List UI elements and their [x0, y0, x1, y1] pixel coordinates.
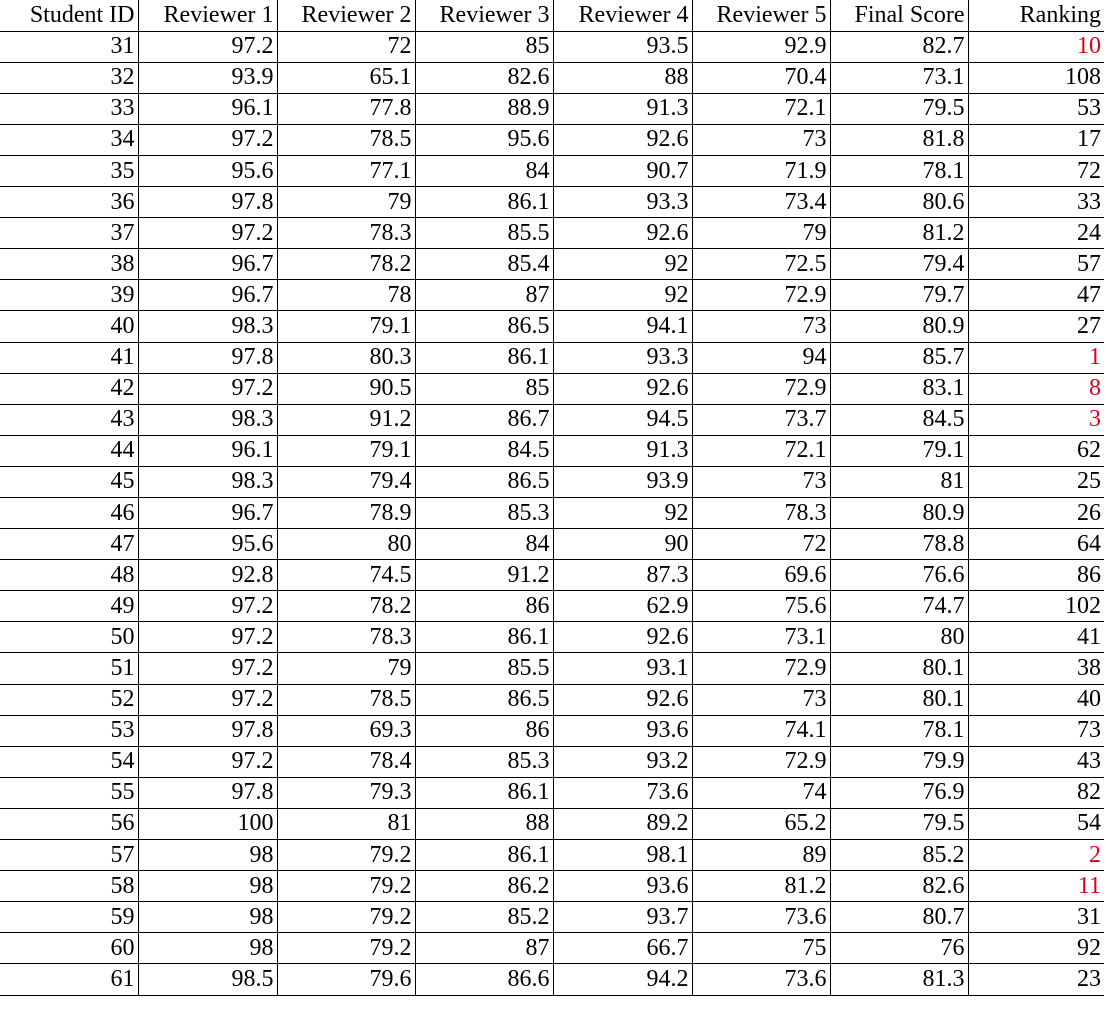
reviewer-1-cell: 95.6 [138, 155, 277, 186]
reviewer-5-cell: 73.6 [692, 902, 830, 933]
reviewer-3-cell: 91.2 [415, 560, 553, 591]
table-row [0, 311, 1104, 342]
reviewer-1-cell: 93.9 [138, 62, 277, 93]
reviewer-4-cell: 92.6 [553, 622, 692, 653]
reviewer-2-cell: 90.5 [277, 373, 415, 404]
reviewer-2-cell: 74.5 [277, 560, 415, 591]
ranking-cell: 17 [968, 124, 1104, 155]
table-row [0, 715, 1104, 746]
reviewer-3-cell: 85.3 [415, 498, 553, 529]
reviewer-5-cell: 71.9 [692, 155, 830, 186]
reviewer-5-cell: 78.3 [692, 498, 830, 529]
table-row [0, 653, 1104, 684]
reviewer-4-cell: 93.9 [553, 466, 692, 497]
reviewer-5-cell: 72.1 [692, 435, 830, 466]
reviewer-2-cell: 79.1 [277, 311, 415, 342]
final-score-cell: 80.7 [830, 902, 968, 933]
student-id-cell: 31 [0, 31, 138, 62]
final-score-cell: 73.1 [830, 62, 968, 93]
reviewer-1-cell: 97.8 [138, 342, 277, 373]
reviewer-1-cell: 97.2 [138, 591, 277, 622]
student-id-cell: 43 [0, 404, 138, 435]
reviewer-1-cell: 97.2 [138, 746, 277, 777]
ranking-cell: 26 [968, 498, 1104, 529]
reviewer-5-cell: 73 [692, 466, 830, 497]
ranking-cell: 33 [968, 187, 1104, 218]
header-ranking: Ranking [968, 0, 1104, 31]
table-row [0, 187, 1104, 218]
reviewer-2-cell: 78.4 [277, 746, 415, 777]
table-row [0, 124, 1104, 155]
final-score-cell: 81.8 [830, 124, 968, 155]
final-score-cell: 79.9 [830, 746, 968, 777]
ranking-cell: 102 [968, 591, 1104, 622]
reviewer-1-cell: 98.5 [138, 964, 277, 995]
student-id-cell: 38 [0, 249, 138, 280]
student-id-cell: 52 [0, 684, 138, 715]
reviewer-5-cell: 81.2 [692, 871, 830, 902]
student-id-cell: 47 [0, 529, 138, 560]
reviewer-3-cell: 85 [415, 373, 553, 404]
reviewer-2-cell: 79.3 [277, 777, 415, 808]
final-score-cell: 80 [830, 622, 968, 653]
reviewer-5-cell: 73 [692, 124, 830, 155]
ranking-cell: 27 [968, 311, 1104, 342]
reviewer-2-cell: 81 [277, 808, 415, 839]
reviewer-5-cell: 72.1 [692, 93, 830, 124]
reviewer-1-cell: 100 [138, 808, 277, 839]
reviewer-1-cell: 98 [138, 871, 277, 902]
reviewer-2-cell: 80 [277, 529, 415, 560]
final-score-cell: 83.1 [830, 373, 968, 404]
reviewer-5-cell: 70.4 [692, 62, 830, 93]
reviewer-5-cell: 72.9 [692, 373, 830, 404]
header-row [0, 0, 1104, 31]
reviewer-3-cell: 85 [415, 31, 553, 62]
final-score-cell: 81 [830, 466, 968, 497]
reviewer-5-cell: 74 [692, 777, 830, 808]
ranking-cell: 43 [968, 746, 1104, 777]
table-row [0, 62, 1104, 93]
reviewer-2-cell: 79.2 [277, 933, 415, 964]
student-id-cell: 59 [0, 902, 138, 933]
reviewer-1-cell: 97.8 [138, 777, 277, 808]
reviewer-4-cell: 90.7 [553, 155, 692, 186]
final-score-cell: 79.4 [830, 249, 968, 280]
reviewer-3-cell: 85.3 [415, 746, 553, 777]
reviewer-1-cell: 98 [138, 840, 277, 871]
ranking-cell: 82 [968, 777, 1104, 808]
reviewer-2-cell: 78.2 [277, 591, 415, 622]
reviewer-5-cell: 72.5 [692, 249, 830, 280]
reviewer-2-cell: 79.2 [277, 871, 415, 902]
reviewer-1-cell: 97.2 [138, 218, 277, 249]
reviewer-5-cell: 79 [692, 218, 830, 249]
final-score-cell: 76.6 [830, 560, 968, 591]
final-score-cell: 78.1 [830, 715, 968, 746]
reviewer-3-cell: 86.1 [415, 777, 553, 808]
reviewer-1-cell: 98.3 [138, 311, 277, 342]
final-score-cell: 80.9 [830, 311, 968, 342]
reviewer-3-cell: 86.1 [415, 840, 553, 871]
reviewer-4-cell: 92.6 [553, 218, 692, 249]
ranking-cell: 1 [968, 342, 1104, 373]
reviewer-2-cell: 79 [277, 653, 415, 684]
reviewer-3-cell: 86.5 [415, 311, 553, 342]
reviewer-2-cell: 79.1 [277, 435, 415, 466]
reviewer-5-cell: 73 [692, 311, 830, 342]
reviewer-3-cell: 84 [415, 155, 553, 186]
student-id-cell: 56 [0, 808, 138, 839]
reviewer-5-cell: 75.6 [692, 591, 830, 622]
student-id-cell: 44 [0, 435, 138, 466]
table-row [0, 155, 1104, 186]
table-row [0, 404, 1104, 435]
reviewer-1-cell: 95.6 [138, 529, 277, 560]
header-reviewer-2: Reviewer 2 [277, 0, 415, 31]
table-row [0, 342, 1104, 373]
final-score-cell: 79.5 [830, 808, 968, 839]
reviewer-3-cell: 95.6 [415, 124, 553, 155]
final-score-cell: 78.8 [830, 529, 968, 560]
reviewer-4-cell: 92.6 [553, 124, 692, 155]
student-id-cell: 60 [0, 933, 138, 964]
table-row [0, 373, 1104, 404]
reviewer-2-cell: 91.2 [277, 404, 415, 435]
student-id-cell: 50 [0, 622, 138, 653]
student-id-cell: 54 [0, 746, 138, 777]
final-score-cell: 74.7 [830, 591, 968, 622]
reviewer-1-cell: 97.8 [138, 715, 277, 746]
final-score-cell: 81.2 [830, 218, 968, 249]
ranking-cell: 54 [968, 808, 1104, 839]
reviewer-4-cell: 92 [553, 280, 692, 311]
ranking-cell: 24 [968, 218, 1104, 249]
reviewer-1-cell: 98.3 [138, 466, 277, 497]
ranking-cell: 64 [968, 529, 1104, 560]
reviewer-1-cell: 97.2 [138, 31, 277, 62]
table-row [0, 280, 1104, 311]
reviewer-2-cell: 79.2 [277, 840, 415, 871]
reviewer-4-cell: 93.3 [553, 187, 692, 218]
reviewer-3-cell: 86.1 [415, 342, 553, 373]
reviewer-1-cell: 96.1 [138, 435, 277, 466]
reviewer-5-cell: 75 [692, 933, 830, 964]
table-row [0, 466, 1104, 497]
final-score-cell: 80.1 [830, 653, 968, 684]
reviewer-4-cell: 91.3 [553, 435, 692, 466]
reviewer-3-cell: 85.5 [415, 653, 553, 684]
student-id-cell: 61 [0, 964, 138, 995]
reviewer-3-cell: 85.5 [415, 218, 553, 249]
reviewer-1-cell: 97.2 [138, 622, 277, 653]
student-id-cell: 32 [0, 62, 138, 93]
reviewer-2-cell: 77.8 [277, 93, 415, 124]
final-score-cell: 80.9 [830, 498, 968, 529]
reviewer-5-cell: 72.9 [692, 653, 830, 684]
reviewer-1-cell: 98 [138, 902, 277, 933]
final-score-cell: 80.1 [830, 684, 968, 715]
ranking-cell: 23 [968, 964, 1104, 995]
reviewer-2-cell: 69.3 [277, 715, 415, 746]
reviewer-3-cell: 86.2 [415, 871, 553, 902]
ranking-cell: 25 [968, 466, 1104, 497]
reviewer-5-cell: 73.1 [692, 622, 830, 653]
ranking-cell: 53 [968, 93, 1104, 124]
reviewer-3-cell: 86 [415, 591, 553, 622]
reviewer-5-cell: 72 [692, 529, 830, 560]
final-score-cell: 82.6 [830, 871, 968, 902]
ranking-cell: 72 [968, 155, 1104, 186]
reviewer-4-cell: 66.7 [553, 933, 692, 964]
reviewer-2-cell: 72 [277, 31, 415, 62]
table-row [0, 498, 1104, 529]
table-row [0, 808, 1104, 839]
reviewer-5-cell: 73.7 [692, 404, 830, 435]
student-id-cell: 39 [0, 280, 138, 311]
ranking-cell: 47 [968, 280, 1104, 311]
table-row [0, 591, 1104, 622]
ranking-cell: 62 [968, 435, 1104, 466]
reviewer-2-cell: 79.2 [277, 902, 415, 933]
final-score-cell: 76 [830, 933, 968, 964]
reviewer-3-cell: 84 [415, 529, 553, 560]
table-row [0, 622, 1104, 653]
reviewer-4-cell: 93.7 [553, 902, 692, 933]
reviewer-4-cell: 92 [553, 249, 692, 280]
table-row [0, 871, 1104, 902]
reviewer-3-cell: 86.5 [415, 466, 553, 497]
reviewer-2-cell: 78.2 [277, 249, 415, 280]
student-id-cell: 49 [0, 591, 138, 622]
reviewer-1-cell: 98 [138, 933, 277, 964]
student-id-cell: 55 [0, 777, 138, 808]
final-score-cell: 79.5 [830, 93, 968, 124]
reviewer-4-cell: 93.6 [553, 715, 692, 746]
reviewer-4-cell: 73.6 [553, 777, 692, 808]
ranking-cell: 40 [968, 684, 1104, 715]
header-reviewer-4: Reviewer 4 [553, 0, 692, 31]
ranking-cell: 108 [968, 62, 1104, 93]
reviewer-1-cell: 92.8 [138, 560, 277, 591]
reviewer-4-cell: 91.3 [553, 93, 692, 124]
reviewer-5-cell: 73.4 [692, 187, 830, 218]
reviewer-3-cell: 87 [415, 280, 553, 311]
table-row [0, 840, 1104, 871]
reviewer-1-cell: 97.2 [138, 373, 277, 404]
header-final-score: Final Score [830, 0, 968, 31]
reviewer-5-cell: 72.9 [692, 746, 830, 777]
reviewer-3-cell: 82.6 [415, 62, 553, 93]
table-row [0, 93, 1104, 124]
reviewer-3-cell: 86.5 [415, 684, 553, 715]
reviewer-4-cell: 93.6 [553, 871, 692, 902]
reviewer-4-cell: 90 [553, 529, 692, 560]
student-id-cell: 40 [0, 311, 138, 342]
reviewer-2-cell: 78.9 [277, 498, 415, 529]
reviewer-3-cell: 88 [415, 808, 553, 839]
reviewer-4-cell: 92.6 [553, 373, 692, 404]
reviewer-3-cell: 86.7 [415, 404, 553, 435]
student-id-cell: 45 [0, 466, 138, 497]
reviewer-4-cell: 93.2 [553, 746, 692, 777]
reviewer-2-cell: 79 [277, 187, 415, 218]
reviewer-2-cell: 79.6 [277, 964, 415, 995]
reviewer-5-cell: 89 [692, 840, 830, 871]
reviewer-4-cell: 87.3 [553, 560, 692, 591]
header-student-id: Student ID [0, 0, 138, 31]
reviewer-3-cell: 86.1 [415, 187, 553, 218]
table-row [0, 933, 1104, 964]
reviewer-5-cell: 65.2 [692, 808, 830, 839]
final-score-cell: 79.7 [830, 280, 968, 311]
final-score-cell: 80.6 [830, 187, 968, 218]
table-row [0, 684, 1104, 715]
header-reviewer-1: Reviewer 1 [138, 0, 277, 31]
student-id-cell: 53 [0, 715, 138, 746]
student-id-cell: 57 [0, 840, 138, 871]
reviewer-2-cell: 78.5 [277, 124, 415, 155]
reviewer-4-cell: 93.3 [553, 342, 692, 373]
student-id-cell: 34 [0, 124, 138, 155]
table-row [0, 777, 1104, 808]
ranking-cell: 10 [968, 31, 1104, 62]
reviewer-2-cell: 78 [277, 280, 415, 311]
ranking-cell: 38 [968, 653, 1104, 684]
final-score-cell: 76.9 [830, 777, 968, 808]
reviewer-5-cell: 73 [692, 684, 830, 715]
reviewer-4-cell: 93.1 [553, 653, 692, 684]
final-score-cell: 85.2 [830, 840, 968, 871]
ranking-cell: 11 [968, 871, 1104, 902]
reviewer-4-cell: 94.2 [553, 964, 692, 995]
student-id-cell: 36 [0, 187, 138, 218]
reviewer-5-cell: 69.6 [692, 560, 830, 591]
ranking-cell: 73 [968, 715, 1104, 746]
reviewer-3-cell: 86 [415, 715, 553, 746]
reviewer-5-cell: 92.9 [692, 31, 830, 62]
final-score-cell: 78.1 [830, 155, 968, 186]
header-reviewer-3: Reviewer 3 [415, 0, 553, 31]
reviewer-4-cell: 88 [553, 62, 692, 93]
reviewer-1-cell: 96.7 [138, 498, 277, 529]
reviewer-1-cell: 97.2 [138, 653, 277, 684]
reviewer-2-cell: 78.3 [277, 622, 415, 653]
reviewer-4-cell: 92.6 [553, 684, 692, 715]
table-row [0, 560, 1104, 591]
header-reviewer-5: Reviewer 5 [692, 0, 830, 31]
final-score-cell: 82.7 [830, 31, 968, 62]
student-id-cell: 42 [0, 373, 138, 404]
final-score-cell: 81.3 [830, 964, 968, 995]
table-row [0, 249, 1104, 280]
reviewer-4-cell: 93.5 [553, 31, 692, 62]
reviewer-3-cell: 87 [415, 933, 553, 964]
student-id-cell: 41 [0, 342, 138, 373]
reviewer-1-cell: 97.8 [138, 187, 277, 218]
ranking-cell: 3 [968, 404, 1104, 435]
table-row [0, 964, 1104, 995]
reviewer-1-cell: 96.7 [138, 249, 277, 280]
reviewer-1-cell: 98.3 [138, 404, 277, 435]
reviewer-2-cell: 80.3 [277, 342, 415, 373]
reviewer-4-cell: 92 [553, 498, 692, 529]
student-id-cell: 51 [0, 653, 138, 684]
reviewer-3-cell: 85.2 [415, 902, 553, 933]
table-row [0, 218, 1104, 249]
reviewer-5-cell: 73.6 [692, 964, 830, 995]
reviewer-4-cell: 94.5 [553, 404, 692, 435]
ranking-cell: 2 [968, 840, 1104, 871]
reviewer-4-cell: 89.2 [553, 808, 692, 839]
student-id-cell: 46 [0, 498, 138, 529]
reviewer-3-cell: 88.9 [415, 93, 553, 124]
table-row [0, 902, 1104, 933]
reviewer-5-cell: 72.9 [692, 280, 830, 311]
ranking-cell: 86 [968, 560, 1104, 591]
reviewer-3-cell: 85.4 [415, 249, 553, 280]
final-score-cell: 84.5 [830, 404, 968, 435]
ranking-cell: 41 [968, 622, 1104, 653]
table-row [0, 529, 1104, 560]
ranking-cell: 92 [968, 933, 1104, 964]
student-id-cell: 48 [0, 560, 138, 591]
table-row [0, 435, 1104, 466]
student-id-cell: 37 [0, 218, 138, 249]
reviewer-3-cell: 84.5 [415, 435, 553, 466]
reviewer-2-cell: 78.5 [277, 684, 415, 715]
reviewer-2-cell: 65.1 [277, 62, 415, 93]
reviewer-4-cell: 62.9 [553, 591, 692, 622]
final-score-cell: 85.7 [830, 342, 968, 373]
reviewer-2-cell: 79.4 [277, 466, 415, 497]
ranking-cell: 8 [968, 373, 1104, 404]
reviewer-4-cell: 98.1 [553, 840, 692, 871]
table-row [0, 31, 1104, 62]
table-row [0, 746, 1104, 777]
reviewer-1-cell: 96.7 [138, 280, 277, 311]
reviewer-2-cell: 78.3 [277, 218, 415, 249]
reviewer-3-cell: 86.6 [415, 964, 553, 995]
reviewer-5-cell: 94 [692, 342, 830, 373]
final-score-cell: 79.1 [830, 435, 968, 466]
ranking-cell: 31 [968, 902, 1104, 933]
student-id-cell: 33 [0, 93, 138, 124]
reviewer-1-cell: 97.2 [138, 124, 277, 155]
student-id-cell: 58 [0, 871, 138, 902]
table-body [0, 31, 1104, 995]
reviewer-2-cell: 77.1 [277, 155, 415, 186]
reviewer-5-cell: 74.1 [692, 715, 830, 746]
ranking-cell: 57 [968, 249, 1104, 280]
reviewer-3-cell: 86.1 [415, 622, 553, 653]
reviewer-1-cell: 97.2 [138, 684, 277, 715]
reviewer-4-cell: 94.1 [553, 311, 692, 342]
student-id-cell: 35 [0, 155, 138, 186]
reviewer-1-cell: 96.1 [138, 93, 277, 124]
